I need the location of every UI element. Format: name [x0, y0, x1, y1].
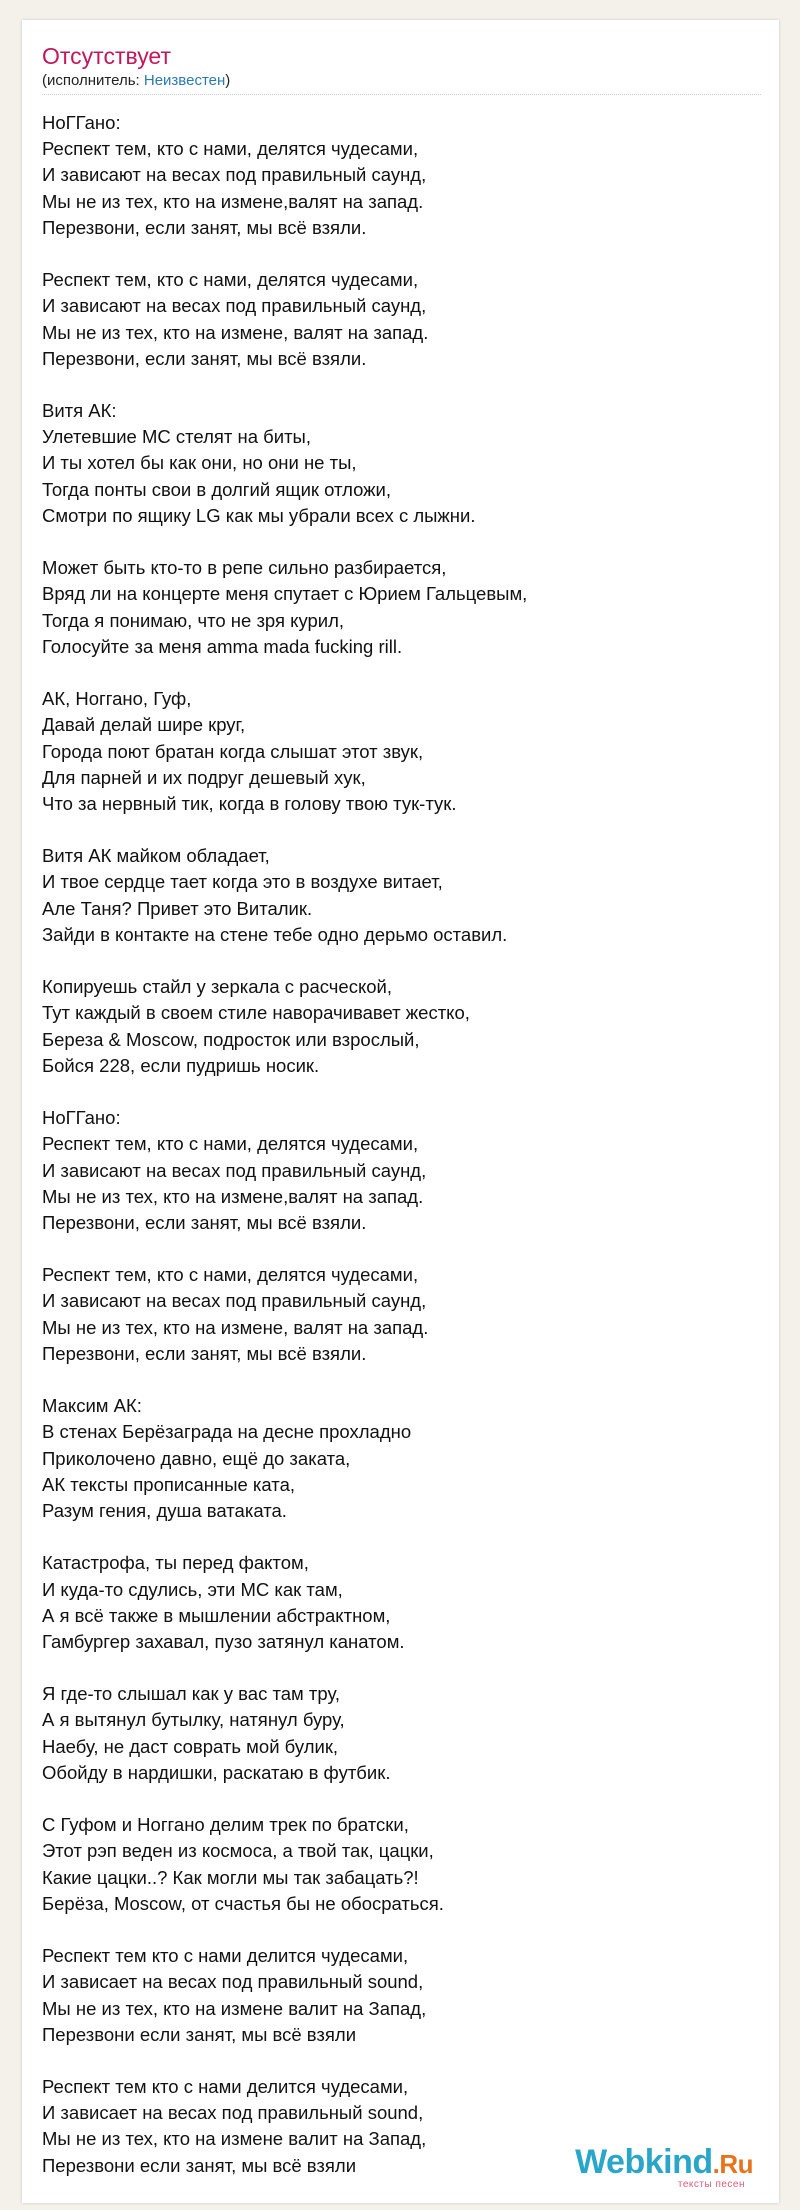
lyric-line: АК, Ноггано, Гуф,	[42, 688, 192, 710]
lyric-line: Копируешь стайл у зеркала с расческой,	[42, 976, 393, 998]
stanza-gap	[42, 1786, 763, 1812]
lyric-line: Что за нервный тик, когда в голову твою тук-тук.	[42, 792, 457, 814]
stanza-gap	[42, 1524, 763, 1550]
lyric-line: Города поют братан когда слышат этот звук,	[42, 740, 424, 762]
lyric-line: С Гуфом и Ноггано делим трек по братски,	[42, 1814, 409, 1836]
logo-tagline: тексты песен	[677, 2179, 745, 2190]
lyric-line: Берёза, Moscow, от счастья бы не обосраться.	[42, 1892, 444, 1914]
site-logo[interactable]	[575, 2145, 753, 2190]
lyric-line: Наебу, не даст соврать мой булик,	[42, 1735, 339, 1757]
lyric-line: Вряд ли на концерте меня спутает с Юрием Гальцевым,	[42, 583, 528, 605]
artist-suffix: )	[225, 72, 231, 89]
lyric-line: Респект тем кто с нами делится чудесами,	[42, 2076, 409, 2098]
artist-link[interactable]: Неизвестен	[143, 72, 226, 89]
lyric-line: Перезвони если занят, мы всё взяли	[42, 2154, 357, 2176]
lyric-line: Максим АК:	[42, 1395, 142, 1417]
lyric-line: Для парней и их подруг дешевый хук,	[42, 766, 366, 788]
lyric-line: И зависают на весах под правильный саунд,	[42, 1159, 427, 1181]
stanza-gap	[42, 529, 763, 555]
lyric-line: Респект тем, кто с нами, делятся чудесами,	[42, 1133, 419, 1155]
stanza-gap	[42, 1236, 763, 1262]
lyric-line: Смотри по ящику LG как мы убрали всех с лыжни.	[42, 504, 476, 526]
lyric-line: НоГГано:	[42, 112, 121, 133]
lyric-line: И зависают на весах под правильный саунд,	[42, 295, 427, 317]
lyric-line: Витя АК майком обладает,	[42, 845, 270, 867]
lyric-line: Мы не из тех, кто на измене валит на Запад,	[42, 1997, 427, 2019]
logo-name: Webkind	[575, 2143, 713, 2181]
title-divider	[42, 94, 761, 95]
lyric-line: Тут каждый в своем стиле наворачивавет жестко,	[42, 1002, 470, 1024]
lyric-line: А я всё также в мышлении абстрактном,	[42, 1604, 391, 1626]
lyric-line: Я где-то слышал как у вас там тру,	[42, 1683, 340, 1705]
lyric-line: Катастрофа, ты перед фактом,	[42, 1552, 309, 1574]
lyric-line: Перезвони, если занят, мы всё взяли.	[42, 347, 367, 369]
lyric-line: АК тексты прописанные ката,	[42, 1473, 295, 1495]
lyric-line: И куда-то сдулись, эти МС как там,	[42, 1578, 343, 1600]
lyric-line: А я вытянул бутылку, натянул буру,	[42, 1709, 345, 1731]
stanza-gap	[42, 1079, 763, 1105]
lyric-line: Может быть кто-то в репе сильно разбирается,	[42, 557, 447, 579]
lyric-line: Приколочено давно, ещё до заката,	[42, 1447, 351, 1469]
lyric-line: И зависает на весах под правильный sound,	[42, 2102, 424, 2124]
lyric-line: Тогда понты свои в долгий ящик отложи,	[42, 478, 392, 500]
lyric-line: Респект тем, кто с нами, делятся чудесами,	[42, 269, 419, 291]
lyric-line: Голосуйте за меня amma mada fucking rill.	[42, 635, 403, 657]
lyric-line: Респект тем кто с нами делится чудесами,	[42, 1945, 409, 1967]
lyric-line: Перезвони, если занят, мы всё взяли.	[42, 216, 367, 238]
lyric-line: Респект тем, кто с нами, делятся чудесами,	[42, 138, 419, 160]
lyric-line: Перезвони, если занят, мы всё взяли.	[42, 1342, 367, 1364]
stanza-gap	[42, 2048, 763, 2074]
lyric-line: В стенах Берёзаграда на десне прохладно	[42, 1421, 412, 1443]
lyric-line: И твое сердце тает когда это в воздухе витает,	[42, 871, 443, 893]
lyric-line: Разум гения, душа ватаката.	[42, 1499, 287, 1521]
lyric-line: Мы не из тех, кто на измене, валят на запад.	[42, 321, 429, 343]
lyric-line: И ты хотел бы как они, но они не ты,	[42, 452, 357, 474]
stanza-gap	[42, 817, 763, 843]
stanza-gap	[42, 241, 763, 267]
stanza-gap	[42, 1367, 763, 1393]
stanza-gap	[42, 1655, 763, 1681]
lyric-line: Бойся 228, если пудришь носик.	[42, 1054, 320, 1076]
lyrics-text	[42, 110, 763, 2179]
lyric-line: Мы не из тех, кто на измене,валят на запад.	[42, 190, 424, 212]
stanza-gap	[42, 1917, 763, 1943]
lyrics-page	[22, 20, 779, 2203]
lyric-line: НоГГано:	[42, 1107, 121, 1129]
lyric-line: И зависают на весах под правильный саунд,	[42, 164, 427, 186]
lyric-line: Этот рэп веден из космоса, а твой так, цацки,	[42, 1840, 434, 1862]
lyric-line: Респект тем, кто с нами, делятся чудесами,	[42, 1264, 419, 1286]
lyric-line: Але Таня? Привет это Виталик.	[42, 897, 313, 919]
lyric-line: Улетевшие МС стелят на биты,	[42, 426, 311, 448]
artist-prefix: (исполнитель:	[42, 72, 144, 89]
lyric-line: И зависают на весах под правильный саунд,	[42, 1290, 427, 1312]
lyric-line: Витя АК:	[42, 400, 117, 422]
lyric-line: Мы не из тех, кто на измене валит на Запад,	[42, 2128, 427, 2150]
lyric-line: Мы не из тех, кто на измене, валят на запад.	[42, 1316, 429, 1338]
lyric-line: Зайди в контакте на стене тебе одно дерьмо оставил.	[42, 923, 508, 945]
logo-tld: .Ru	[712, 2149, 753, 2179]
lyric-line: Какие цацки..? Как могли мы так забацать?!	[42, 1866, 419, 1888]
lyric-line: Обойду в нардишки, раскатаю в футбик.	[42, 1761, 391, 1783]
lyric-line: Береза & Moscow, подросток или взрослый,	[42, 1028, 420, 1050]
lyric-line: Гамбургер захавал, пузо затянул канатом.	[42, 1630, 405, 1652]
logo-wordmark	[575, 2145, 753, 2181]
lyric-line: Мы не из тех, кто на измене,валят на запад.	[42, 1185, 424, 1207]
lyric-line: Перезвони, если занят, мы всё взяли.	[42, 1211, 367, 1233]
lyric-line: Тогда я понимаю, что не зря курил,	[42, 609, 345, 631]
stanza-gap	[42, 372, 763, 398]
song-artist-line	[42, 72, 230, 90]
stanza-gap	[42, 660, 763, 686]
lyric-line: И зависает на весах под правильный sound,	[42, 1971, 424, 1993]
lyric-line: Давай делай шире круг,	[42, 714, 246, 736]
song-title: Отсутствует	[42, 43, 171, 69]
lyric-line: Перезвони если занят, мы всё взяли	[42, 2023, 357, 2045]
stanza-gap	[42, 948, 763, 974]
